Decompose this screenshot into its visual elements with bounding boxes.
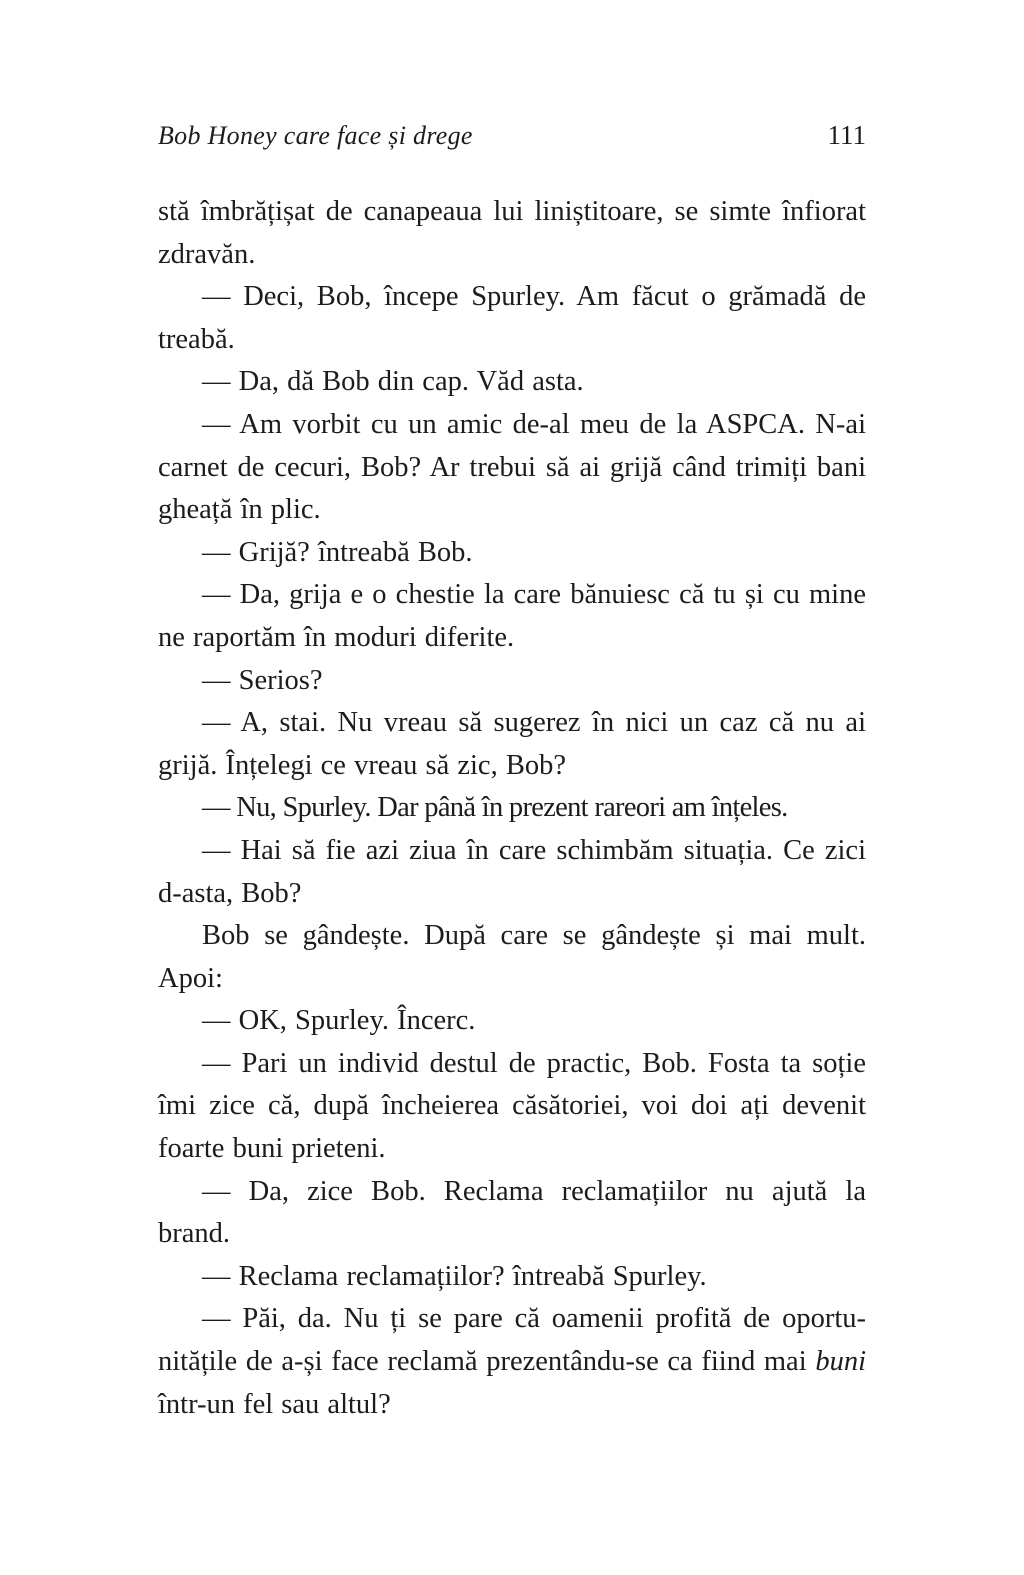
paragraph-text: — Păi, da. Nu ți se pare că oamenii profită de oportunitățile de a-și face reclamă prezentându-se ca fiind mai: [158, 1303, 866, 1378]
paragraph: [158, 915, 866, 1000]
paragraph-text: stă îmbrățișat de canapeaua lui liniștitoare, se simte înfiorat zdravăn.: [158, 196, 866, 270]
page-number: 111: [827, 120, 866, 150]
running-header: [158, 120, 866, 151]
paragraph: [158, 1256, 866, 1299]
running-header-title: Bob Honey care face și drege: [158, 121, 473, 150]
paragraph-text-italic: buni: [815, 1346, 866, 1378]
paragraph-text: — Pari un individ destul de practic, Bob. Fosta ta soție îmi zice că, după încheierea căsătoriei, voi doi ați devenit foarte buni prieteni.: [158, 1047, 866, 1165]
paragraph-text: — Da, zice Bob. Reclama reclamațiilor nu ajută la brand.: [158, 1175, 866, 1250]
paragraph-text: — Da, grija e o chestie la care bănuiesc că tu și cu mine ne raportăm în moduri diferite.: [158, 579, 866, 653]
paragraph-text: — Serios?: [202, 664, 323, 696]
paragraph: [158, 702, 866, 787]
paragraph-text: — Da, dă Bob din cap. Văd asta.: [202, 366, 584, 398]
paragraph: [158, 1000, 866, 1043]
paragraph-text: — Am vorbit cu un amic de-al meu de la ASPCA. N-ai carnet de cecuri, Bob? Ar trebui să ai grijă când trimiți bani gheață în plic.: [158, 408, 866, 526]
paragraph-text: — Reclama reclamațiilor? întreabă Spurley.: [202, 1260, 707, 1292]
paragraph: [158, 1171, 866, 1256]
paragraph: [158, 191, 866, 276]
paragraph-text: într-un fel sau altul?: [158, 1388, 391, 1420]
paragraph: [158, 574, 866, 659]
paragraph: [158, 1298, 866, 1426]
paragraph: [158, 830, 866, 915]
paragraph: [158, 276, 866, 361]
paragraph: [158, 404, 866, 532]
paragraph: [158, 361, 866, 404]
paragraph: [158, 532, 866, 575]
paragraph: [158, 787, 866, 830]
paragraph-text: Bob se gândește. După care se gândește și mai mult. Apoi:: [158, 920, 866, 994]
paragraph-text: — Grijă? întreabă Bob.: [202, 536, 473, 568]
paragraph: [158, 660, 866, 703]
paragraph-text: — Hai să fie azi ziua în care schimbăm situația. Ce zici d-asta, Bob?: [158, 834, 866, 909]
paragraph-text: — A, stai. Nu vreau să sugerez în nici un caz că nu ai grijă. Înțelegi ce vreau să zic, Bob?: [158, 707, 866, 781]
paragraph-text: — Deci, Bob, începe Spurley. Am făcut o grămadă de treabă.: [158, 281, 866, 355]
paragraph-text: — OK, Spurley. Încerc.: [202, 1005, 476, 1037]
paragraph: [158, 1043, 866, 1171]
paragraph-text: — Nu, Spurley. Dar până în prezent rareori am înțeles.: [202, 792, 788, 824]
page-body: [158, 191, 866, 1426]
